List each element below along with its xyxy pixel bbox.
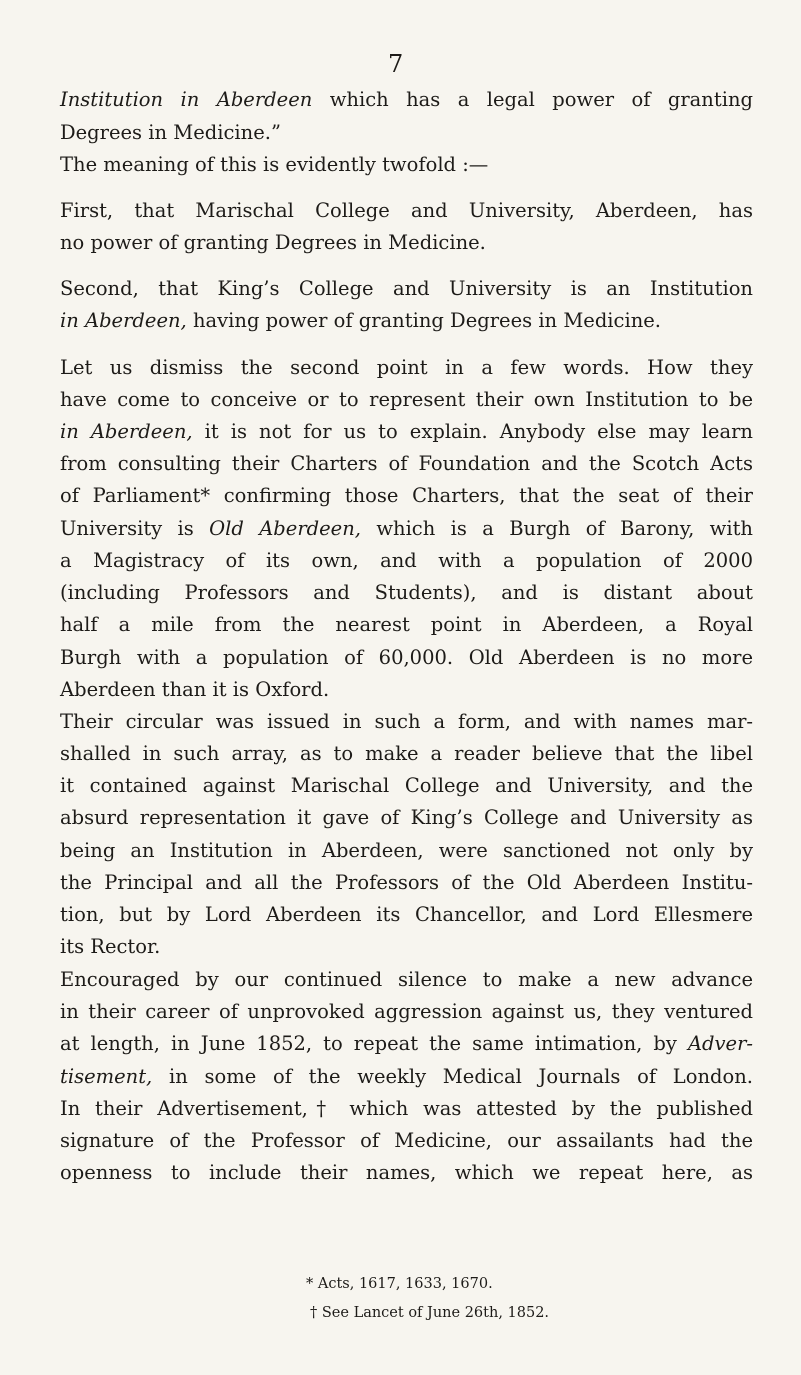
text-line [60, 454, 753, 474]
text-line [60, 486, 753, 506]
text-span: it is not for us to explain. Anybody else may learn [192, 420, 753, 443]
text-span: the Principal and all the Professors of the Old Aberdeen Institu- [60, 871, 753, 894]
text-span: its Rector. [60, 935, 161, 958]
text-line [60, 233, 753, 253]
text-span: signature of the Professor of Medicine, our assailants had the [60, 1129, 753, 1152]
text-span: have come to conceive or to represent their own Institution to be [60, 388, 753, 411]
text-line [60, 776, 753, 796]
text-line [60, 1002, 753, 1022]
text-span: having power of granting Degrees in Medicine. [186, 309, 661, 332]
page-number: 7 [388, 50, 404, 78]
text-line [60, 1034, 753, 1054]
text-line [60, 1067, 753, 1087]
text-span: (including Professors and Students), and is distant about [60, 581, 753, 604]
text-line [60, 155, 753, 175]
text-line [60, 311, 753, 331]
text-span: of Parliament* confirming those Charters, that the seat of their [60, 484, 753, 507]
text-line [60, 201, 753, 221]
text-line [60, 970, 753, 990]
text-span: openness to include their names, which we repeat here, as [60, 1161, 753, 1184]
text-line [60, 712, 753, 732]
text-line [60, 1099, 753, 1119]
text-span: a Magistracy of its own, and with a population of 2000 [60, 549, 753, 572]
text-line [60, 873, 753, 893]
text-span: Encouraged by our continued silence to make a new advance [60, 968, 753, 991]
italic-span: Adver- [687, 1032, 753, 1055]
text-line [60, 808, 753, 828]
text-span: The meaning of this is evidently twofold :— [60, 153, 489, 176]
text-line [60, 1131, 753, 1151]
text-span: Burgh with a population of 60,000. Old Aberdeen is no more [60, 646, 753, 669]
text-line [60, 422, 753, 442]
text-line [60, 358, 753, 378]
text-line [60, 841, 753, 861]
italic-span: in Aberdeen, [60, 420, 193, 443]
text-span: Second, that King’s College and University is an Institution [60, 277, 753, 300]
text-span: tion, but by Lord Aberdeen its Chancellor, and Lord Ellesmere [60, 903, 753, 926]
text-line [60, 583, 753, 603]
text-line [60, 123, 753, 143]
text-line [60, 279, 753, 299]
text-span: half a mile from the nearest point in Aberdeen, a Royal [60, 613, 753, 636]
italic-span: Institution in Aberdeen [60, 88, 313, 111]
text-line [60, 905, 753, 925]
text-span: it contained against Marischal College and University, and the [60, 774, 753, 797]
text-line [60, 390, 753, 410]
text-line [60, 937, 753, 957]
text-span: in their career of unprovoked aggression against us, they ventured [60, 1000, 753, 1023]
text-span: no power of granting Degrees in Medicine. [60, 231, 486, 254]
text-span: Degrees in Medicine.” [60, 121, 281, 144]
text-line [60, 519, 753, 539]
text-line [60, 648, 753, 668]
text-span: University is [60, 517, 210, 540]
text-line [60, 90, 753, 110]
text-line [60, 680, 753, 700]
italic-span: Old Aberdeen, [209, 517, 361, 540]
text-span: First, that Marischal College and University, Aberdeen, has [60, 199, 753, 222]
footnote-lancet: † See Lancet of June 26th, 1852. [310, 1305, 550, 1321]
italic-span: tisement, [60, 1065, 153, 1088]
text-span: In their Advertisement,† which was attested by the published [60, 1097, 753, 1120]
text-line [60, 1163, 753, 1183]
text-span: Let us dismiss the second point in a few words. How they [60, 356, 753, 379]
text-line [60, 615, 753, 635]
text-span: which has a legal power of granting [312, 88, 753, 111]
footnote-acts: * Acts, 1617, 1633, 1670. [306, 1276, 493, 1292]
text-span: in some of the weekly Medical Journals of London. [152, 1065, 753, 1088]
text-span: at length, in June 1852, to repeat the same intimation, by [60, 1032, 688, 1055]
text-span: Aberdeen than it is Oxford. [60, 678, 330, 701]
text-line [60, 551, 753, 571]
text-span: absurd representation it gave of King’s College and University as [60, 806, 753, 829]
text-span: being an Institution in Aberdeen, were sanctioned not only by [60, 839, 753, 862]
text-span: which is a Burgh of Barony, with [360, 517, 753, 540]
text-line [60, 744, 753, 764]
text-span: from consulting their Charters of Foundation and the Scotch Acts [60, 452, 753, 475]
text-span: shalled in such array, as to make a reader believe that the libel [60, 742, 753, 765]
text-span: Their circular was issued in such a form, and with names mar- [60, 710, 753, 733]
italic-span: in Aberdeen, [60, 309, 187, 332]
